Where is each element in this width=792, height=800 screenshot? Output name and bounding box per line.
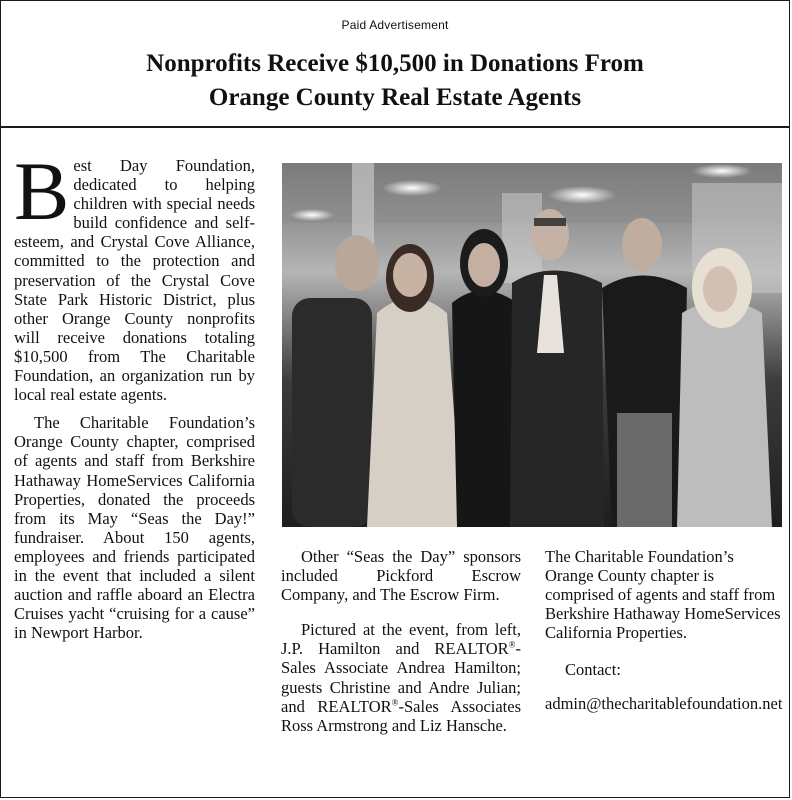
- header-divider: [1, 126, 789, 128]
- paragraph-2: The Charitable Foundation’s Orange County chapter, comprised of agents and staff from Berkshire Hathaway HomeServices California Properties, donated the proceeds from its May “Seas the Day!” fundraiser. About 150 agents, employees and friends participated in the event that included a silent auction and raffle aboard an Electra Cruises yacht “cruising for a cause” in Newport Harbor.: [14, 413, 255, 643]
- caption-part-1: Pictured at the event, from left, J.P. Hamilton and REALTOR: [281, 620, 521, 659]
- contact-email[interactable]: admin@thecharitablefoundation.net: [545, 693, 783, 713]
- caption-part-2: -Sales Associate Andrea Hamilton; guests Christine and Andre Julian; and REALTOR: [281, 639, 521, 716]
- contact-label: Contact:: [565, 660, 621, 680]
- headline: [1, 47, 789, 115]
- paragraph-1-text: est Day Foundation, dedicated to helping children with special needs build confidence and self-esteem, and Crystal Cove Alliance, committed to the protection and preservation of the Crystal Cove State Park Historic District, plus other Orange County nonprofits will receive donations totaling $10,500 from The Charitable Foundation, an organization run by local real estate agents.: [14, 156, 255, 405]
- headline-line-2: Orange County Real Estate Agents: [208, 84, 582, 111]
- registered-mark-2: ®: [391, 697, 399, 708]
- paid-advertisement-label: Paid Advertisement: [341, 18, 449, 32]
- caption-part-3: -Sales Associates Ross Armstrong and Liz Hansche.: [281, 696, 522, 735]
- photo-image: [282, 163, 782, 527]
- registered-mark-1: ®: [508, 639, 516, 650]
- article-column-3: [545, 547, 785, 713]
- paragraph-1: [14, 145, 255, 405]
- event-group-photo: [282, 163, 782, 527]
- article-column-1: [14, 145, 255, 643]
- photo-caption-paragraph: [281, 620, 521, 735]
- article-column-2: [281, 547, 521, 735]
- chapter-paragraph: The Charitable Foundation’s Orange County chapter is comprised of agents and staff from Berkshire Hathaway HomeServices California Properties.: [545, 547, 781, 643]
- headline-line-1: Nonprofits Receive $10,500 in Donations From: [146, 50, 644, 77]
- sponsors-paragraph: Other “Seas the Day” sponsors included Pickford Escrow Company, and The Escrow Firm.: [281, 547, 521, 605]
- drop-cap: B: [14, 145, 70, 237]
